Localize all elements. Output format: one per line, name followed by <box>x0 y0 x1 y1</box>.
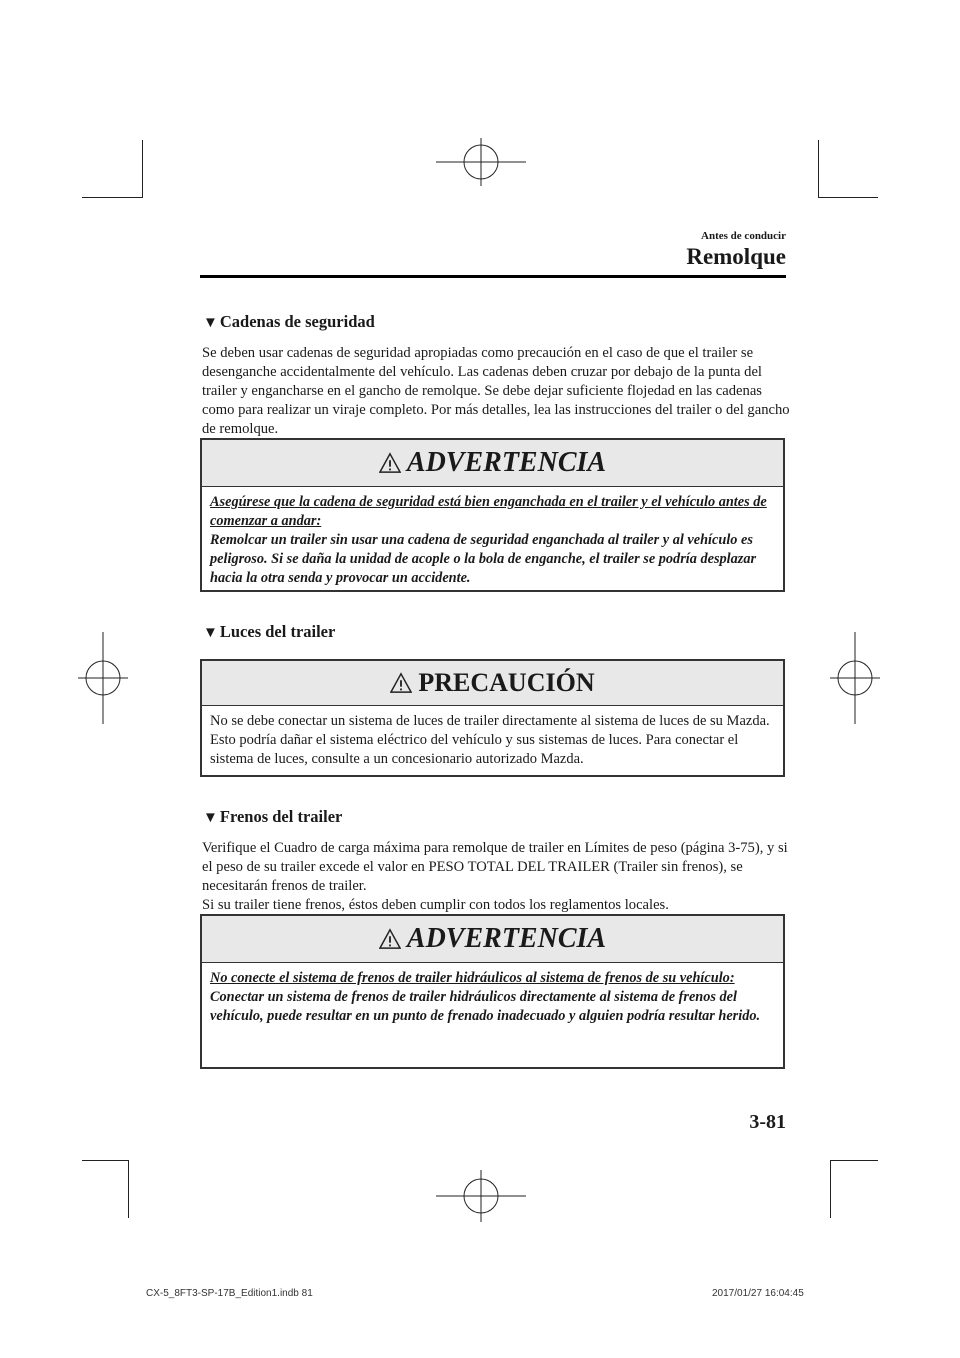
footer-file: CX-5_8FT3-SP-17B_Edition1.indb 81 <box>146 1288 313 1299</box>
caution-label: PRECAUCIÓN <box>418 668 595 697</box>
warning-box-brakes <box>200 914 785 1069</box>
warning-body-text: Remolcar un trailer sin usar una cadena de seguridad enganchada al trailer y al vehículo es peligroso. Si se daña la unidad de acople o la bola de enganche, el trailer se podría desplazar hacia la otra senda y provocar un accidente. <box>210 532 757 586</box>
trailer-brakes-title: Frenos del trailer <box>219 807 343 826</box>
trailer-brakes-text-2: Si su trailer tiene frenos, éstos deben cumplir con todos los reglamentos locales. <box>202 897 669 913</box>
registration-mark-left <box>78 632 128 724</box>
caution-triangle-icon <box>390 672 412 694</box>
warning-label: ADVERTENCIA <box>406 447 607 478</box>
trailer-lights-title: Luces del trailer <box>219 622 336 641</box>
safety-chains-heading <box>203 312 375 332</box>
warning-box-header <box>202 440 783 487</box>
caution-body: No se debe conectar un sistema de luces de trailer directamente al sistema de luces de su Mazda. Esto podría dañar el sistema eléctrico del vehículo y sus sistemas de luces. Para conectar el sistema de luces, consulte a un concesionario autorizado Mazda. <box>210 713 770 767</box>
footer-timestamp: 2017/01/27 16:04:45 <box>712 1288 804 1299</box>
warning-body <box>202 487 783 596</box>
trailer-brakes-text <box>202 839 792 915</box>
caution-box-lights <box>200 659 785 777</box>
trailer-lights-heading <box>203 622 335 642</box>
registration-mark-bottom <box>436 1170 526 1222</box>
chapter-label: Antes de conducir <box>701 230 786 242</box>
warning-box-chains <box>200 438 785 592</box>
triangle-down-icon: ▼ <box>203 315 218 331</box>
registration-mark-top <box>436 138 526 186</box>
warning-underlined-text: No conecte el sistema de frenos de trailer hidráulicos al sistema de frenos de su vehículo: <box>210 970 735 986</box>
warning-triangle-icon <box>379 452 401 474</box>
caution-box-header <box>202 661 783 706</box>
warning-body <box>202 963 783 1034</box>
warning-label: ADVERTENCIA <box>406 923 607 954</box>
warning-box-header <box>202 916 783 963</box>
triangle-down-icon: ▼ <box>203 625 218 641</box>
safety-chains-text: Se deben usar cadenas de seguridad apropiadas como precaución en el caso de que el trailer se desenganche accidentalmente del vehículo. Las cadenas deben cruzar por debajo de la punta del trailer y engancharse en el gancho de remolque. Se debe dejar suficiente flojedad en las cadenas como para realizar un viraje completo. Por más detalles, lea las instrucciones del trailer o del gancho de remolque. <box>202 345 790 437</box>
safety-chains-title: Cadenas de seguridad <box>219 312 375 331</box>
triangle-down-icon: ▼ <box>203 810 218 826</box>
trailer-brakes-text-1: Verifique el Cuadro de carga máxima para remolque de trailer en Límites de peso (página 3-75), y si el peso de su trailer excede el valor en PESO TOTAL DEL TRAILER (Trailer sin frenos), se necesitarán frenos de trailer. <box>202 840 788 894</box>
trailer-brakes-heading <box>203 807 342 827</box>
warning-body-text: Conectar un sistema de frenos de trailer hidráulicos directamente al sistema de frenos del vehículo, puede resultar en un punto de frenado inadecuado y alguien podría resultar herido. <box>210 989 761 1024</box>
page-number: 3-81 <box>749 1111 786 1133</box>
header-rule <box>200 275 786 278</box>
registration-mark-right <box>830 632 880 724</box>
warning-underlined-text: Asegúrese que la cadena de seguridad está bien enganchada en el trailer y el vehículo antes de comenzar a andar: <box>210 494 767 529</box>
warning-triangle-icon <box>379 928 401 950</box>
section-title: Remolque <box>686 244 786 269</box>
